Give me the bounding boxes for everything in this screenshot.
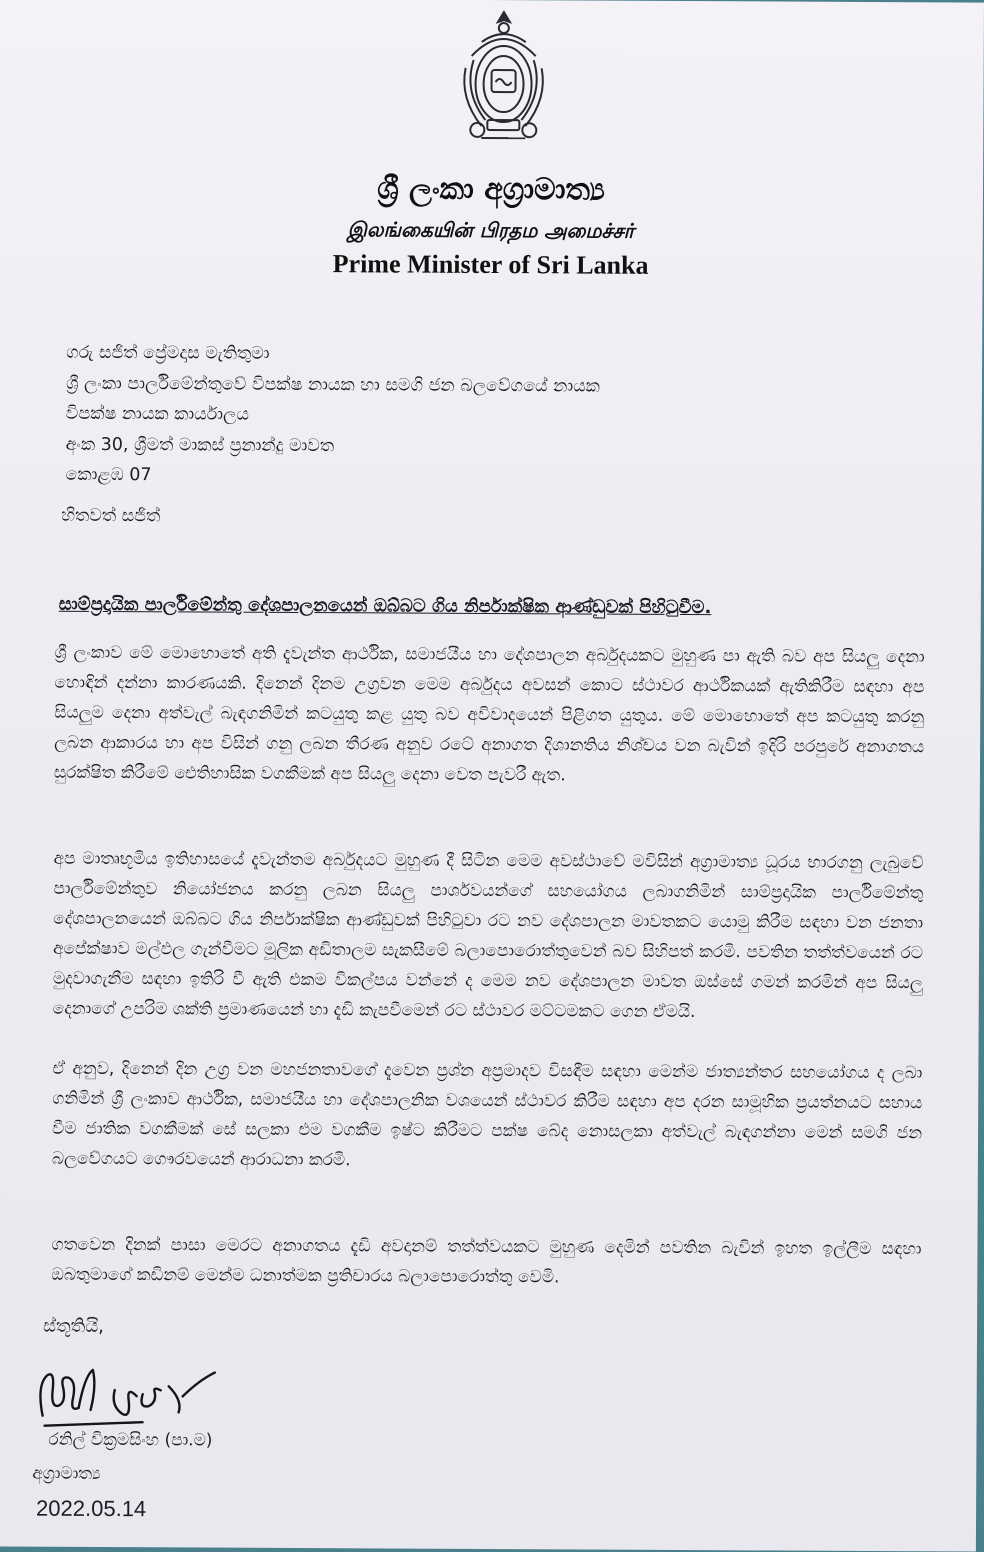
recipient-address	[65, 338, 600, 493]
signer-name: රනිල් වික්‍රමසිංහ (පා.ම)	[48, 1429, 213, 1451]
handwritten-signature	[32, 1356, 252, 1433]
address-line: අංක 30, ශ්‍රීමත් මාකස් ප්‍රනාන්දු මාවත	[65, 434, 335, 456]
letter-date: 2022.05.14	[36, 1495, 147, 1522]
body-paragraph: ගතවෙන දිනක් පාසා මෙරට අනාගතය දැඩි අවදානම් තත්ත්වයකට මුහුණ දෙමින් පවතින බැවින් ඉහත ඉල්ලීම සඳහා ඔබතුමාගේ කඩිනම් මෙන්ම ධනාත්මක ප්‍රතිචාරය බලාපොරොත්තු වෙමි.	[51, 1234, 922, 1288]
salutation: හිතවත් සජිත්	[61, 505, 161, 527]
closing: ස්තූතියි,	[42, 1315, 104, 1337]
body-paragraph: අප මාතෘභූමිය ඉතිහාසයේ දැවැන්තම අර්බුදයට මුහුණ දී සිටින මෙම අවස්ථාවේ මවිසින් අග්‍රාමාත්‍ය ධූරය භාරගනු ලැබුවේ පාර්ලිමේන්තුව නියෝජනය කරනු ලබන සියලු පාර්ශවයන්ගේ සහයෝගය ලබාගනිමින් සාම්ප්‍රදායික පාර්ලිමේන්තු දේශපාලනයෙන් ඔබ්බට ගිය නිර්පාක්ෂික ආණ්ඩුවක් පිහිටුවා රට නව දේශපාලන මාවතකට යොමු කිරීම සඳහා වන ජනතා අපේක්ෂාව මල්ඵල ගැන්වීමට මූලික අඩිතාලම සැකසීමේ බලාපොරොත්තුවෙන් බව සිහිපත් කරමි. පවතින තත්ත්වයෙන් රට මුදවාගැනීම සඳහා ඉතිරි වී ඇති එකම විකල්පය වන්නේ ද මෙම නව දේශපාලන මාවත ඔස්සේ ගමන් කරමින් අප සියලු දෙනාගේ උපරිම ශක්ති ප්‍රමාණයෙන් හා දැඩි කැපවීමෙන් රට ස්ථාවර මට්ටමකට ගෙන ඒමයි.	[52, 848, 924, 1023]
letterhead-title-tamil: இலங்கையின் பிரதம அமைச்சர்	[347, 217, 635, 243]
sri-lanka-emblem-icon	[451, 8, 556, 145]
signer-title: අග්‍රාමාත්‍ය	[32, 1463, 101, 1484]
body-paragraph: ශ්‍රී ලංකාව මේ මොහොතේ අති දැවැන්ත ආර්ථික, සමාජයීය හා දේශපාලන අර්බුදයකට මුහුණ පා ඇති බව අප සියලු දෙනා හොඳින් දන්නා කාරණයකි. දිනෙන් දිනම උග්‍රවන මෙම අර්බුදය අවසන් කොට ස්ථාවර ආර්ථිකයක් ඇතිකිරීම සඳහා අප සියලුම දෙනා අත්වැල් බැඳගනිමින් කටයුතු කළ යුතු බව අවිවාදයෙන් පිළිගත යුතුය. මේ මොහොතේ අප කටයුතු කරනු ලබන ආකාරය හා අප විසින් ගනු ලබන තීරණ අනුව රටේ අනාගත දිශානතිය නිශ්චය වන බැවින් ඉදිරි පරපුරේ අනාගතය සුරක්ෂිත කිරීමේ ඓතිහාසික වගකීමක් අප සියලු දෙනා වෙත පැවරී ඇත.	[53, 642, 925, 786]
letterhead-title-english: Prime Minister of Sri Lanka	[332, 249, 649, 280]
subject-line: සාම්ප්‍රදායික පාර්ලිමේන්තු දේශපාලනයෙන් ඔබ්බට ගිය නිර්පාක්ෂික ආණ්ඩුවක් පිහිටුවීම.	[58, 593, 712, 619]
body-paragraph: ඒ අනුව, දිනෙන් දින උග්‍ර වන මහජනතාවගේ දැවෙන ප්‍රශ්න අප්‍රමාදව විසඳීම සඳහා මෙන්ම ජාත්‍යන්තර සහයෝගය ද ලබා ගනිමින් ශ්‍රී ලංකාව ආර්ථික, සමාජයීය හා දේශපාලනික වශයෙන් ස්ථාවර කිරීම සඳහා අප දරන සාමූහික ප්‍රයත්නයට සහාය වීම ජාතික වගකීමක් සේ සලකා එම වගකීම ඉෂ්ට කිරීමට පක්ෂ බේද නොසලකා අත්වැල් බැඳගන්නා මෙන් සමගි ජන බලවේගයට ගෞරවයෙන් ආරාධනා කරමි.	[51, 1058, 923, 1171]
letterhead-title-sinhala: ශ්‍රී ලංකා අග්‍රාමාත්‍ය	[377, 171, 605, 208]
address-line: කොළඹ 07	[65, 464, 152, 486]
address-line: විපක්ෂ නායක කාර්යාලය	[65, 403, 250, 425]
address-line: ගරු සජිත් ප්‍රේමදාස මැතිතුමා	[66, 342, 270, 364]
address-line: ශ්‍රී ලංකා පාර්ලිමේන්තුවේ විපක්ෂ නායක හා සමගි ජන බලවේගයේ නායක	[65, 373, 600, 397]
